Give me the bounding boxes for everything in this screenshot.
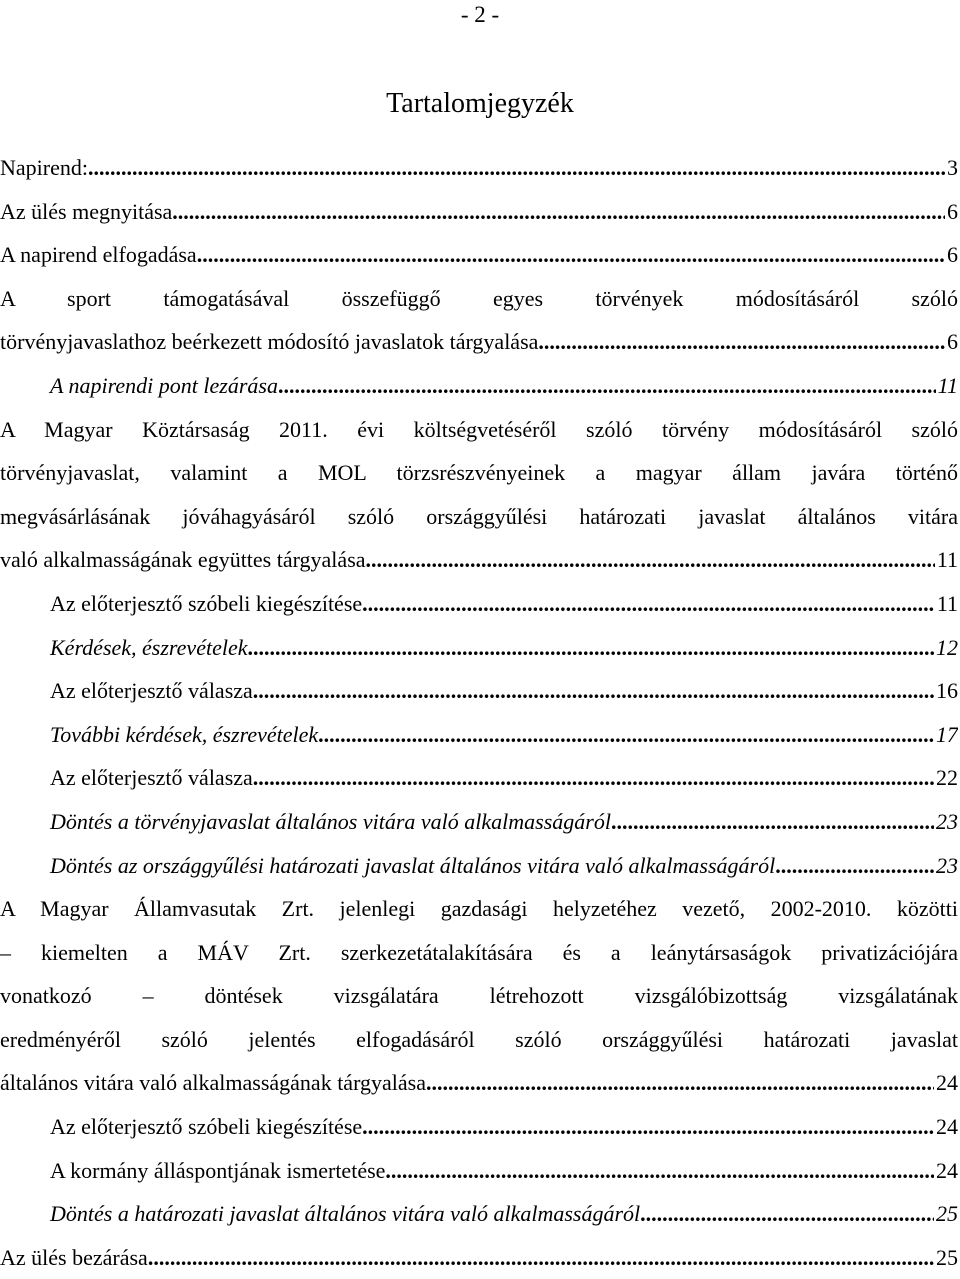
toc-dot-leader — [775, 844, 934, 888]
toc-entry[interactable] — [0, 582, 958, 626]
toc-entry-text: Az előterjesztő válasza — [50, 678, 253, 704]
toc-entry[interactable] — [0, 1236, 958, 1279]
toc-entry-text: A kormány álláspontjának ismertetése — [50, 1157, 386, 1183]
toc-entry-continued: A Magyar Köztársaság 2011. évi költségvetéséről szóló törvény módosításáról szóló — [0, 416, 958, 442]
toc-dot-leader — [640, 1192, 934, 1236]
toc-entry-continued: A sport támogatásával összefüggő egyes törvények módosításáról szóló — [0, 285, 958, 311]
toc-page-number: 16 — [936, 678, 958, 704]
table-of-contents — [0, 146, 958, 1279]
toc-entry-continued: törvényjavaslat, valamint a MOL törzsrészvényeinek a magyar állam javára történő — [0, 460, 958, 486]
toc-entry-text: A napirendi pont lezárása — [50, 372, 278, 398]
toc-page-number: 24 — [936, 1114, 958, 1140]
toc-dot-leader — [197, 233, 945, 277]
toc-dot-leader — [278, 364, 936, 408]
toc-entry-text: Az ülés megnyitása — [0, 198, 173, 224]
toc-page-number: 11 — [936, 547, 958, 573]
toc-entry[interactable] — [0, 713, 958, 757]
toc-entry[interactable] — [0, 800, 958, 844]
toc-title: Tartalomjegyzék — [386, 88, 574, 119]
toc-entry[interactable] — [0, 1149, 958, 1193]
toc-entry-continued: eredményéről szóló jelentés elfogadásáról szóló országgyűlési határozati javaslat — [0, 1026, 958, 1052]
toc-page-number: 24 — [936, 1157, 958, 1183]
toc-dot-leader — [611, 800, 934, 844]
toc-dot-leader — [362, 1105, 934, 1149]
toc-entry-text: A napirend elfogadása — [0, 242, 197, 268]
toc-dot-leader — [362, 582, 935, 626]
toc-entry-text: Az előterjesztő szóbeli kiegészítése — [50, 590, 363, 616]
toc-page-number: 17 — [936, 721, 958, 747]
toc-dot-leader — [538, 320, 945, 364]
toc-entry-continued: A Magyar Államvasutak Zrt. jelenlegi gazdasági helyzetéhez vezető, 2002-2010. közötti — [0, 896, 958, 922]
toc-dot-leader — [253, 756, 934, 800]
toc-entry[interactable] — [0, 146, 958, 190]
toc-page-number: 11 — [936, 590, 958, 616]
toc-entry[interactable] — [0, 364, 958, 408]
toc-page-number: 23 — [936, 808, 958, 834]
toc-entry-text: Az előterjesztő szóbeli kiegészítése — [50, 1114, 363, 1140]
toc-entry[interactable] — [0, 320, 958, 364]
toc-entry-text: További kérdések, észrevételek — [50, 721, 319, 747]
toc-page-number: 12 — [936, 634, 958, 660]
toc-entry-text: Az ülés bezárása — [0, 1244, 148, 1270]
toc-page-number: 25 — [936, 1244, 958, 1270]
toc-entry[interactable] — [0, 626, 958, 670]
toc-dot-leader — [172, 190, 945, 234]
toc-entry[interactable] — [0, 538, 958, 582]
toc-entry[interactable] — [0, 1192, 958, 1236]
toc-dot-leader — [148, 1236, 934, 1279]
toc-entry[interactable] — [0, 190, 958, 234]
toc-entry-text: Döntés az országgyűlési határozati javaslat általános vitára való alkalmasságáról — [50, 852, 776, 878]
page-number: - 2 - — [460, 2, 500, 27]
toc-dot-leader — [426, 1061, 934, 1105]
toc-entry-continued: megvásárlásának jóváhagyásáról szóló országgyűlési határozati javaslat általános vitára — [0, 503, 958, 529]
toc-dot-leader — [318, 713, 934, 757]
toc-entry[interactable] — [0, 1105, 958, 1149]
toc-entry[interactable] — [0, 756, 958, 800]
toc-entry-text: Döntés a határozati javaslat általános vitára való alkalmasságáról — [50, 1201, 641, 1227]
toc-dot-leader — [253, 669, 934, 713]
toc-entry[interactable] — [0, 233, 958, 277]
toc-dot-leader — [247, 626, 934, 670]
toc-page-number: 24 — [936, 1070, 958, 1096]
toc-entry-text: Napirend: — [0, 155, 88, 180]
toc-page-number: 23 — [936, 852, 958, 878]
toc-entry-text: Kérdések, észrevételek — [50, 634, 248, 660]
toc-page-number: 6 — [947, 329, 958, 355]
toc-page-number: 6 — [947, 198, 958, 224]
toc-entry-text: való alkalmasságának együttes tárgyalása — [0, 547, 366, 573]
toc-entry-text: törvényjavaslathoz beérkezett módosító javaslatok tárgyalása — [0, 329, 539, 355]
toc-entry-continued: vonatkozó – döntések vizsgálatára létrehozott vizsgálóbizottság vizsgálatának — [0, 983, 958, 1009]
toc-entry[interactable] — [0, 1061, 958, 1105]
toc-entry-continued: – kiemelten a MÁV Zrt. szerkezetátalakítására és a leánytársaságok privatizációjára — [0, 939, 958, 965]
toc-entry[interactable] — [0, 844, 958, 888]
toc-page-number: 25 — [936, 1201, 958, 1227]
toc-entry[interactable] — [0, 669, 958, 713]
toc-dot-leader — [88, 146, 945, 190]
toc-page-number: 11 — [937, 372, 958, 398]
toc-entry-text: Döntés a törvényjavaslat általános vitára való alkalmasságáról — [50, 808, 611, 834]
toc-page-number: 22 — [936, 765, 958, 791]
toc-entry-text: általános vitára való alkalmasságának tárgyalása — [0, 1070, 426, 1096]
toc-page-number: 6 — [947, 242, 958, 268]
toc-entry-text: Az előterjesztő válasza — [50, 765, 253, 791]
toc-page-number: 3 — [947, 155, 958, 180]
toc-dot-leader — [385, 1149, 934, 1193]
toc-dot-leader — [366, 538, 935, 582]
